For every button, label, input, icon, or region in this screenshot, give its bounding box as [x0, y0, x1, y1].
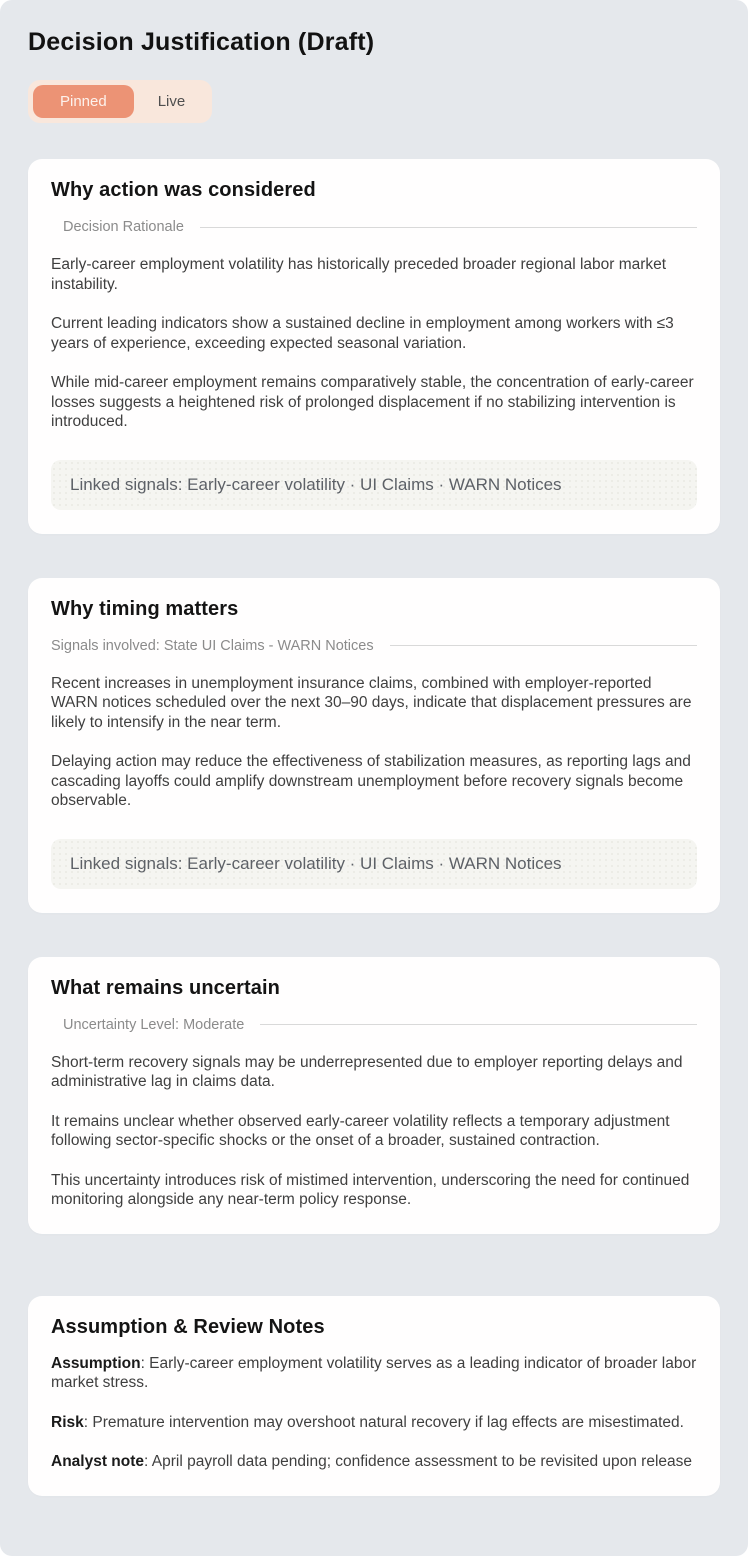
body-paragraph: Short-term recovery signals may be underrepresented due to employer reporting delays and administrative lag in claims data. — [51, 1053, 683, 1091]
section-label-row — [51, 638, 697, 654]
body-paragraph: Current leading indicators show a sustained decline in employment among workers with ≤3 years of experience, exceeding expected seasonal variation. — [51, 315, 674, 352]
note-label: Analyst note — [51, 1453, 145, 1471]
linked-signals-strip: Linked signals: Early-career volatility · UI Claims · WARN Notices — [51, 839, 697, 889]
note-text: : Early-career employment volatility serves as a leading indicator of broader labor market stress. — [51, 1354, 697, 1392]
note-analyst — [51, 1452, 697, 1472]
note-label: Assumption — [51, 1354, 141, 1372]
divider-line — [200, 227, 697, 228]
divider-line — [260, 1024, 697, 1025]
card-why-action-was-considered — [28, 159, 720, 534]
note-text: : Premature intervention may overshoot natural recovery if lag effects are misestimated. — [83, 1413, 684, 1431]
card-assumption-review-notes — [28, 1296, 720, 1496]
toggle-pinned-button[interactable]: Pinned — [33, 85, 134, 118]
page-title: Decision Justification (Draft) — [28, 28, 375, 56]
card-heading: Assumption & Review Notes — [51, 1315, 325, 1338]
body-paragraph: While mid-career employment remains comparatively stable, the concentration of early-career losses suggests a heightened risk of prolonged displacement if no stabilizing intervention is introduced. — [51, 374, 694, 431]
body-paragraph: It remains unclear whether observed early-career volatility reflects a temporary adjustment following sector-specific shocks or the onset of a broader, sustained contraction. — [51, 1112, 670, 1150]
note-label: Risk — [51, 1413, 84, 1431]
card-heading: Why timing matters — [51, 597, 239, 620]
note-assumption — [51, 1354, 697, 1393]
body-paragraph: This uncertainty introduces risk of mistimed intervention, underscoring the need for continued monitoring alongside any near-term policy response. — [51, 1171, 690, 1209]
section-label: Decision Rationale — [63, 219, 184, 235]
toggle-live-button[interactable]: Live — [136, 85, 208, 118]
card-why-timing-matters — [28, 578, 720, 913]
linked-signals-strip: Linked signals: Early-career volatility · UI Claims · WARN Notices — [51, 460, 697, 510]
card-heading: Why action was considered — [51, 179, 316, 201]
section-label-row — [51, 219, 697, 235]
body-paragraph: Delaying action may reduce the effectiveness of stabilization measures, as reporting lags and cascading layoffs could amplify downstream unemployment before recovery signals become observable. — [51, 753, 691, 810]
card-heading: What remains uncertain — [51, 976, 280, 999]
section-label: Signals involved: State UI Claims - WARN Notices — [51, 637, 374, 654]
note-risk — [51, 1413, 697, 1433]
section-label-row — [51, 1017, 697, 1033]
card-what-remains-uncertain — [28, 957, 720, 1234]
body-paragraph: Early-career employment volatility has historically preceded broader regional labor market instability. — [51, 256, 667, 293]
section-label: Uncertainty Level: Moderate — [63, 1016, 245, 1033]
divider-line — [390, 645, 697, 646]
view-toggle — [28, 80, 212, 123]
note-text: : April payroll data pending; confidence assessment to be revisited upon release — [144, 1453, 693, 1471]
body-paragraph: Recent increases in unemployment insurance claims, combined with employer-reported WARN notices scheduled over the next 30–90 days, indicate that displacement pressures are likely to intensify in the near term. — [51, 674, 692, 731]
